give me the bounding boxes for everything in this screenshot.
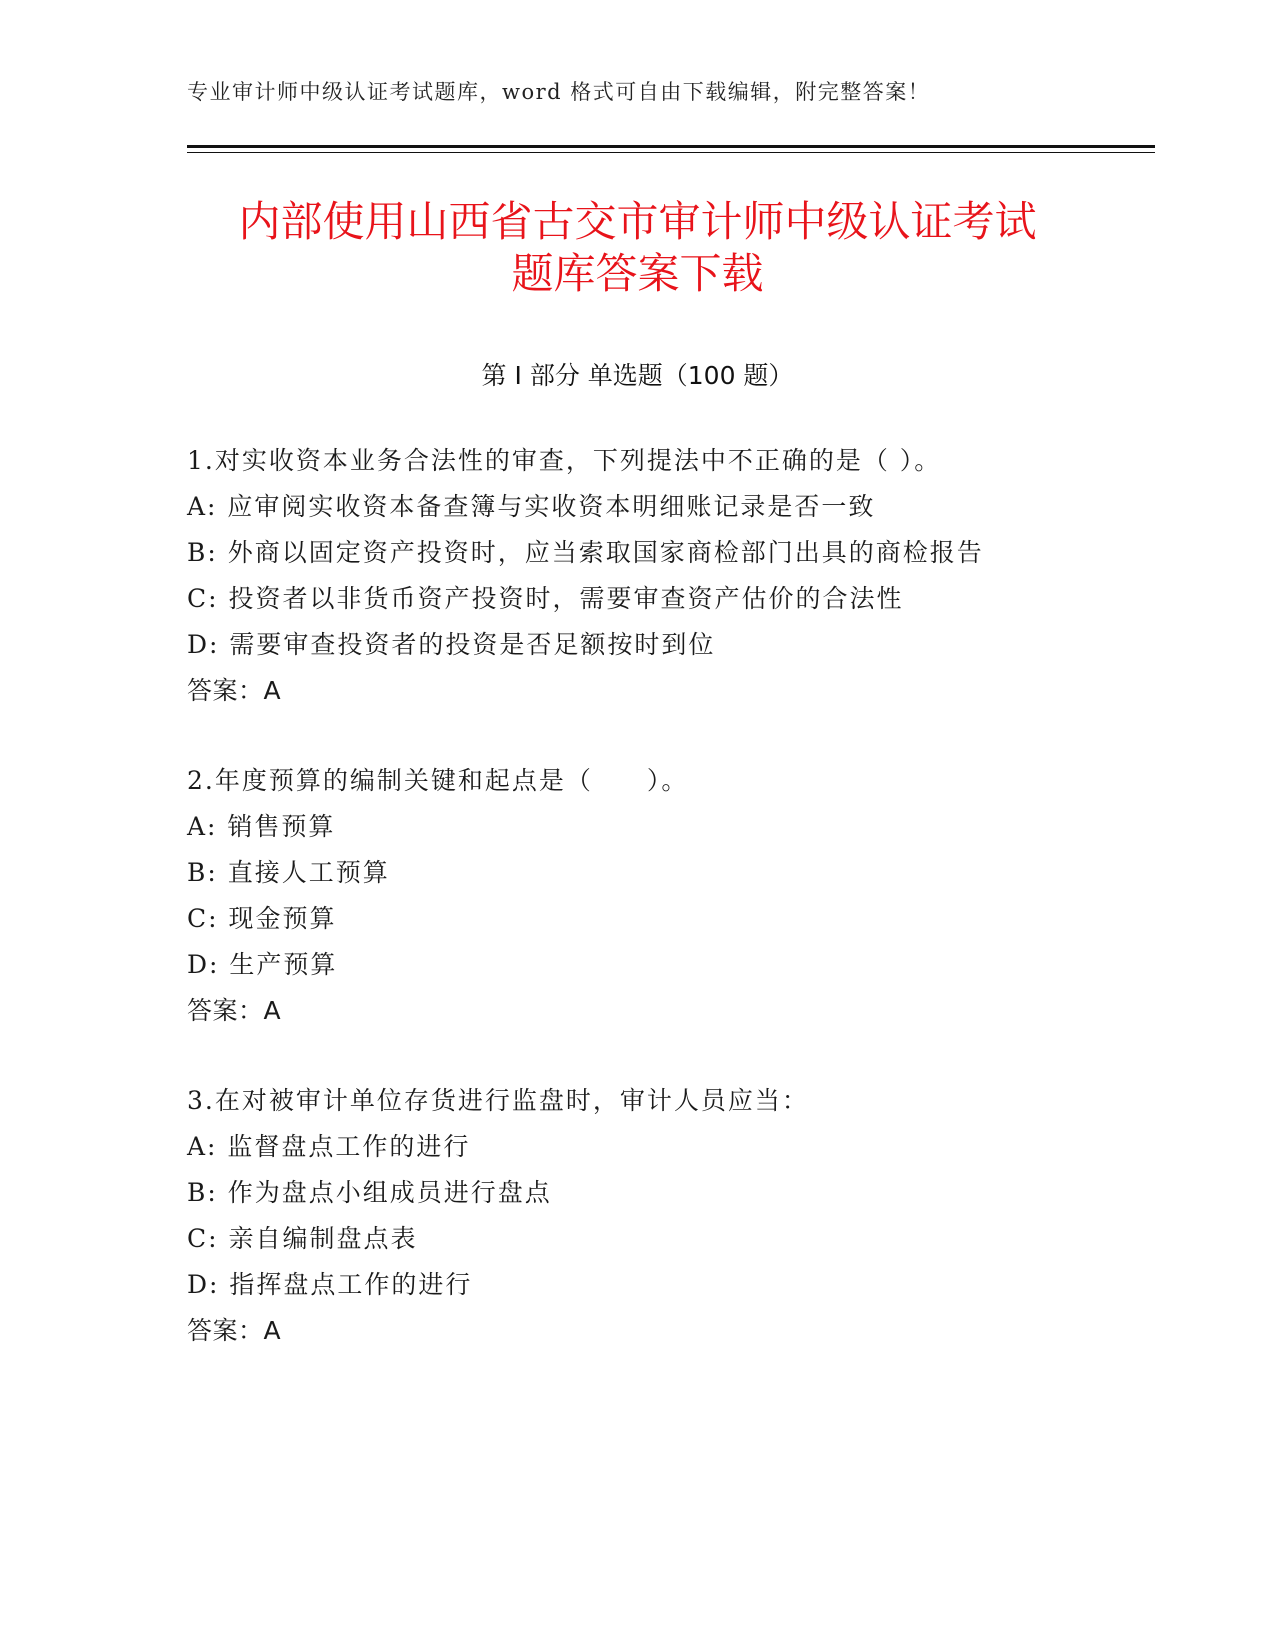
option-c: C: 亲自编制盘点表 bbox=[187, 1224, 418, 1253]
document-title-line1: 内部使用山西省古交市审计师中级认证考试 bbox=[238, 197, 1037, 246]
section-title: 第 I 部分 单选题（100 题） bbox=[481, 361, 794, 390]
document-title-line2: 题库答案下载 bbox=[511, 249, 764, 298]
option-a: A: 销售预算 bbox=[187, 812, 336, 841]
document-title bbox=[150, 196, 1125, 300]
header-rule-thick bbox=[187, 145, 1155, 148]
option-d: D: 指挥盘点工作的进行 bbox=[187, 1270, 473, 1299]
header-rule-thin bbox=[187, 152, 1155, 153]
option-c: C: 现金预算 bbox=[187, 904, 337, 933]
question-block bbox=[187, 758, 1147, 1034]
question-stem: 3.在对被审计单位存货进行监盘时，审计人员应当： bbox=[187, 1086, 809, 1115]
question-block bbox=[187, 1078, 1147, 1354]
option-d: D: 生产预算 bbox=[187, 950, 338, 979]
answer-line: 答案：A bbox=[187, 676, 282, 705]
question-stem: 1.对实收资本业务合法性的审查，下列提法中不正确的是（ ）。 bbox=[187, 446, 942, 475]
option-a: A: 监督盘点工作的进行 bbox=[187, 1132, 471, 1161]
answer-line: 答案：A bbox=[187, 996, 282, 1025]
option-c: C: 投资者以非货币资产投资时，需要审查资产估价的合法性 bbox=[187, 584, 904, 613]
header-note: 专业审计师中级认证考试题库，word 格式可自由下载编辑，附完整答案！ bbox=[187, 80, 931, 104]
option-b: B: 直接人工预算 bbox=[187, 858, 390, 887]
option-b: B: 外商以固定资产投资时，应当索取国家商检部门出具的商检报告 bbox=[187, 538, 984, 567]
option-a: A: 应审阅实收资本备查簿与实收资本明细账记录是否一致 bbox=[187, 492, 876, 521]
question-block bbox=[187, 438, 1147, 714]
question-stem: 2.年度预算的编制关键和起点是（ ）。 bbox=[187, 766, 689, 795]
option-b: B: 作为盘点小组成员进行盘点 bbox=[187, 1178, 552, 1207]
answer-line: 答案：A bbox=[187, 1316, 282, 1345]
option-d: D: 需要审查投资者的投资是否足额按时到位 bbox=[187, 630, 716, 659]
